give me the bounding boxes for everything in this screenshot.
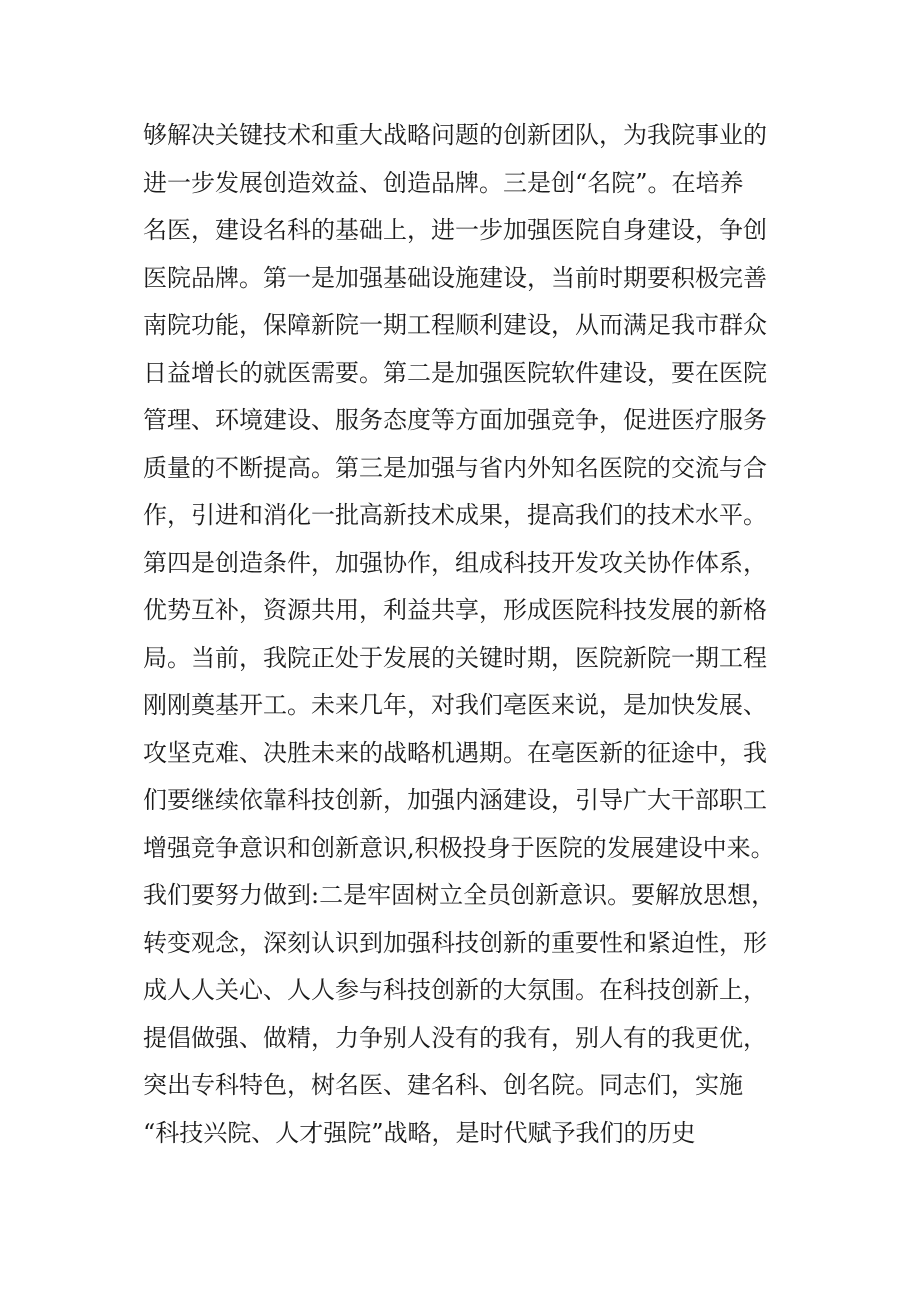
text-line: 质量的不断提高。第三是加强与省内外知名医院的交流与合	[143, 453, 767, 482]
text-line: 管理、环境建设、服务态度等方面加强竞争，促进医疗服务	[143, 406, 767, 434]
text-line: 成人人关心、人人参与科技创新的大氛围。在科技创新上，	[143, 976, 767, 1004]
text-line: 转变观念，深刻认识到加强科技创新的重要性和紧迫性，形	[143, 928, 767, 957]
text-line: 增强竞争意识和创新意识,积极投身于医院的发展建设中来。	[143, 833, 775, 862]
text-line: 医院品牌。第一是加强基础设施建设，当前时期要积极完善	[143, 263, 767, 292]
text-line: 作，引进和消化一批高新技术成果，提高我们的技术水平。	[143, 501, 767, 529]
text-line: 我们要努力做到:二是牢固树立全员创新意识。要解放思想，	[143, 881, 776, 909]
text-line: 南院功能，保障新院一期工程顺利建设，从而满足我市群众	[143, 311, 767, 339]
text-line: 第四是创造条件，加强协作，组成科技开发攻关协作体系，	[143, 548, 767, 577]
body-text	[143, 112, 793, 1157]
text-line: “科技兴院、人才强院”战略，是时代赋予我们的历史	[143, 1118, 696, 1147]
text-line: 进一步发展创造效益、创造品牌。三是创“名院”。在培养	[143, 168, 744, 197]
text-line: 优势互补，资源共用，利益共享，形成医院科技发展的新格	[143, 596, 767, 624]
text-line: 们要继续依靠科技创新，加强内涵建设，引导广大干部职工	[143, 786, 767, 814]
text-line: 够解决关键技术和重大战略问题的创新团队，为我院事业的	[143, 121, 767, 149]
text-line: 刚刚奠基开工。未来几年，对我们亳医来说，是加快发展、	[143, 691, 767, 719]
text-line: 局。当前，我院正处于发展的关键时期，医院新院一期工程	[143, 643, 767, 672]
text-line: 提倡做强、做精，力争别人没有的我有，别人有的我更优，	[143, 1023, 767, 1052]
text-line: 攻坚克难、决胜未来的战略机遇期。在亳医新的征途中，我	[143, 738, 767, 767]
text-line: 日益增长的就医需要。第二是加强医院软件建设，要在医院	[143, 358, 767, 387]
text-line: 突出专科特色，树名医、建名科、创名院。同志们，实施	[143, 1071, 743, 1099]
text-line: 名医，建设名科的基础上，进一步加强医院自身建设，争创	[143, 216, 767, 244]
